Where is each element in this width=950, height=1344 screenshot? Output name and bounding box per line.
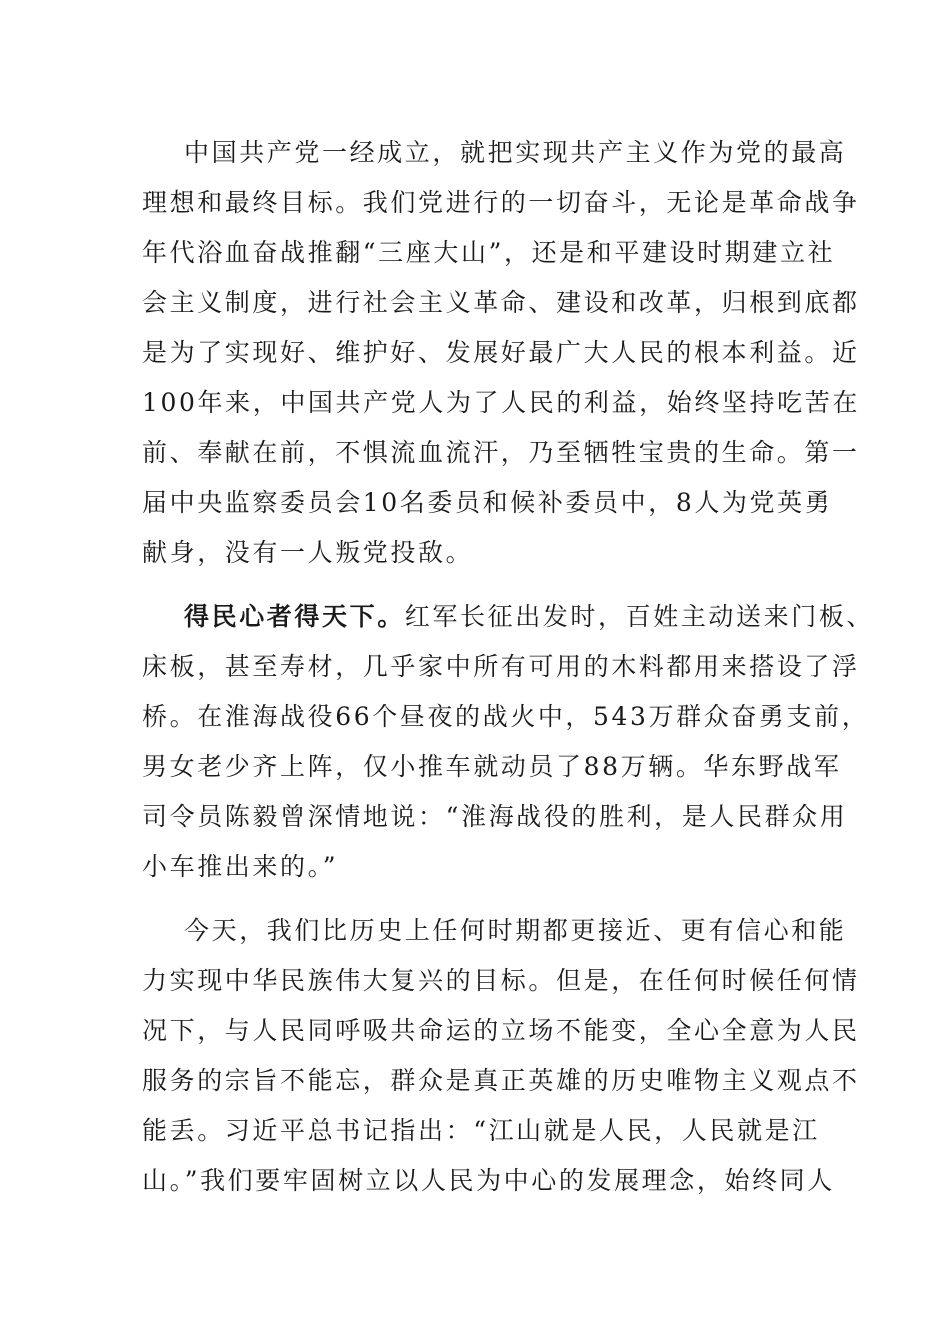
paragraph-1-line-5: 是为了实现好、维护好、发展好最广大人民的根本利益。近 [142,338,860,367]
paragraph-2-line-4: 男女老少齐上阵，仅小推车就动员了88万辆。华东野战军 [142,752,842,781]
paragraph-1-line-1: 中国共产党一经成立，就把实现共产主义作为党的最高 [184,138,847,167]
paragraph-3-line-6: 山。”我们要牢固树立以人民为中心的发展理念，始终同人 [142,1166,835,1195]
paragraph-2-line-1 [184,597,874,637]
paragraph-2-line-6: 小车推出来的。” [142,852,339,881]
paragraph-2-heading: 得民心者得天下。 [184,602,405,631]
paragraph-3-line-4: 服务的宗旨不能忘，群众是真正英雄的历史唯物主义观点不 [142,1066,860,1095]
paragraph-2-line-3: 桥。在淮海战役66个昼夜的战火中，543万群众奋勇支前， [142,702,870,731]
paragraph-1-line-3: 年代浴血奋战推翻“三座大山”，还是和平建设时期建立社 [142,238,836,267]
paragraph-2-line-2: 床板，甚至寿材，几乎家中所有可用的木料都用来搭设了浮 [142,652,860,681]
paragraph-1-line-4: 会主义制度，进行社会主义革命、建设和改革，归根到底都 [142,288,860,317]
paragraph-1-line-8: 届中央监察委员会10名委员和候补委员中，8人为党英勇 [142,488,833,517]
paragraph-1-line-7: 前、奉献在前，不惧流血流汗，乃至牺牲宝贵的生命。第一 [142,438,860,467]
paragraph-1-line-2: 理想和最终目标。我们党进行的一切奋斗，无论是革命战争 [142,188,860,217]
paragraph-2-line-5: 司令员陈毅曾深情地说：“淮海战役的胜利，是人民群众用 [142,802,848,831]
paragraph-3-line-1: 今天，我们比历史上任何时期都更接近、更有信心和能 [184,916,847,945]
paragraph-3-line-3: 况下，与人民同呼吸共命运的立场不能变，全心全意为人民 [142,1016,860,1045]
paragraph-1-line-9: 献身，没有一人叛党投敌。 [142,538,474,567]
paragraph-3-line-2: 力实现中华民族伟大复兴的目标。但是，在任何时候任何情 [142,966,860,995]
paragraph-1-line-6: 100年来，中国共产党人为了人民的利益，始终坚持吃苦在 [142,388,860,417]
paragraph-2-line-1-text: 红军长征出发时，百姓主动送来门板、 [404,602,875,631]
paragraph-3-line-5: 能丢。习近平总书记指出：“江山就是人民，人民就是江 [142,1116,820,1145]
